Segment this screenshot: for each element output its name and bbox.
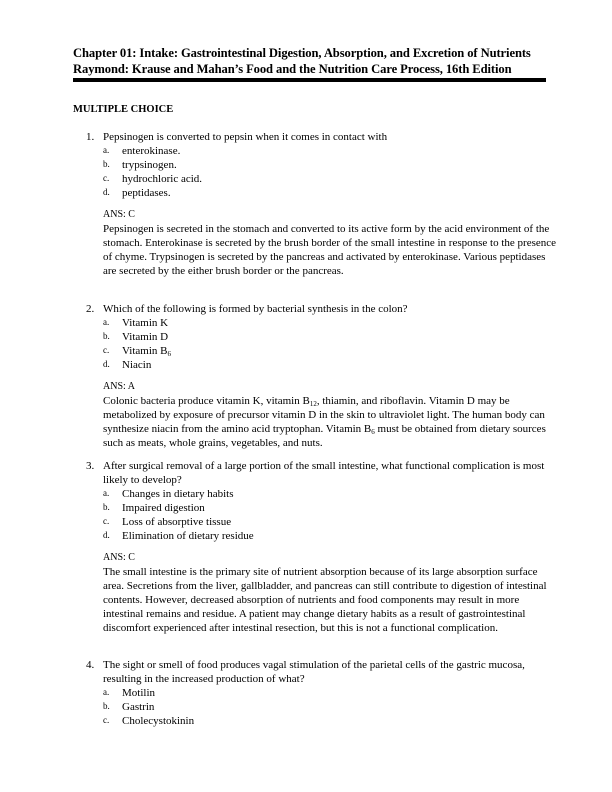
document-header <box>73 46 543 77</box>
option-letter: d. <box>103 530 110 540</box>
option-b <box>103 700 556 714</box>
option-text: hydrochloric acid. <box>122 173 203 185</box>
option-letter: c. <box>103 173 110 183</box>
option-letter: b. <box>103 159 110 169</box>
question-stem: Which of the following is formed by bacterial synthesis in the colon? <box>103 303 408 315</box>
option-text: Vitamin D <box>122 331 169 343</box>
option-c <box>103 172 556 186</box>
option-text: Impaired digestion <box>122 502 205 514</box>
option-letter: a. <box>103 317 110 327</box>
option-text: peptidases. <box>122 187 171 199</box>
option-letter: a. <box>103 687 110 697</box>
option-letter: c. <box>103 345 110 355</box>
option-text: Elimination of dietary residue <box>122 530 254 542</box>
section-title: MULTIPLE CHOICE <box>73 104 174 115</box>
answer-rationale: The small intestine is the primary site of nutrient absorption because of its large absorption surface area. Secretions from the liver, gallbladder, and pancreas can still contribute to digestion of intestinal contents. However, decreased absorption of nutrients and food components may result in more intestinal remains and residue. A patient may change dietary habits as a result of gastrointestinal discomfort experienced after intestinal resection, but this is not a functional complication. <box>103 566 547 634</box>
question-number: 2. <box>86 303 95 315</box>
question-3 <box>86 459 556 635</box>
option-letter: b. <box>103 331 110 341</box>
option-a <box>103 487 556 501</box>
rationale-subscript: 12 <box>309 400 317 408</box>
option-text: Cholecystokinin <box>122 715 195 727</box>
option-letter: d. <box>103 187 110 197</box>
option-text: Gastrin <box>122 701 155 713</box>
option-text-main: Vitamin B <box>122 345 168 357</box>
answer-rationale <box>103 394 556 450</box>
answer-key: ANS: C <box>103 209 135 220</box>
chapter-title: Chapter 01: Intake: Gastrointestinal Digestion, Absorption, and Excretion of Nutrients <box>73 46 531 60</box>
option-subscript: 6 <box>167 350 171 358</box>
option-a <box>103 316 556 330</box>
option-text: Vitamin K <box>122 317 169 329</box>
option-letter: b. <box>103 701 110 711</box>
question-number: 1. <box>86 131 95 143</box>
rationale-subscript: 6 <box>371 428 375 436</box>
option-letter: a. <box>103 488 110 498</box>
question-number: 3. <box>86 460 95 472</box>
option-letter: a. <box>103 145 110 155</box>
header-rule <box>73 78 546 82</box>
question-stem: After surgical removal of a large portion of the small intestine, what functional complication is most likely to develop? <box>103 460 545 486</box>
option-d <box>103 186 556 200</box>
rationale-part: , thiamin, and riboflavin. Vitamin D may be metabolized by exposure of precursor vitamin D in the skin to ultraviolet light. The human body can synthesize niacin from the amino acid tryptophan. Vitamin B <box>103 395 545 435</box>
book-title: Raymond: Krause and Mahan’s Food and the Nutrition Care Process, 16th Edition <box>73 61 512 76</box>
option-c <box>103 344 556 358</box>
option-c <box>103 714 556 728</box>
option-text: Motilin <box>122 687 156 699</box>
option-text: Loss of absorptive tissue <box>122 516 232 528</box>
option-a <box>103 686 556 700</box>
option-c <box>103 515 556 529</box>
option-a <box>103 144 556 158</box>
answer-rationale: Pepsinogen is secreted in the stomach and converted to its active form by the acid environment of the stomach. Enterokinase is secreted by the brush border of the small intestine in response to the presence of chyme. Trypsinogen is secreted by the pancreas and activated by enterokinase. Various peptidases are secreted by the either brush border or the pancreas. <box>103 223 557 277</box>
option-letter: c. <box>103 715 110 725</box>
question-4 <box>86 658 556 728</box>
question-stem: Pepsinogen is converted to pepsin when it comes in contact with <box>103 131 388 143</box>
option-text: Changes in dietary habits <box>122 488 234 500</box>
answer-key: ANS: A <box>103 381 135 392</box>
option-d <box>103 529 556 543</box>
option-text: trypsinogen. <box>122 159 177 171</box>
option-b <box>103 330 556 344</box>
question-stem: The sight or smell of food produces vagal stimulation of the parietal cells of the gastric mucosa, resulting in the increased production of what? <box>103 659 525 685</box>
option-text: Niacin <box>122 359 152 371</box>
rationale-part: Colonic bacteria produce vitamin K, vitamin B <box>103 395 310 407</box>
option-d <box>103 358 556 372</box>
option-b <box>103 158 556 172</box>
option-letter: c. <box>103 516 110 526</box>
option-letter: b. <box>103 502 110 512</box>
question-number: 4. <box>86 659 95 671</box>
rationale-part: must be obtained from dietary sources such as meats, whole grains, vegetables, and nuts. <box>103 423 546 449</box>
option-text <box>122 344 171 358</box>
question-2 <box>86 302 556 450</box>
option-letter: d. <box>103 359 110 369</box>
answer-key: ANS: C <box>103 552 135 563</box>
option-b <box>103 501 556 515</box>
question-1 <box>86 130 556 278</box>
option-text: enterokinase. <box>122 145 181 157</box>
